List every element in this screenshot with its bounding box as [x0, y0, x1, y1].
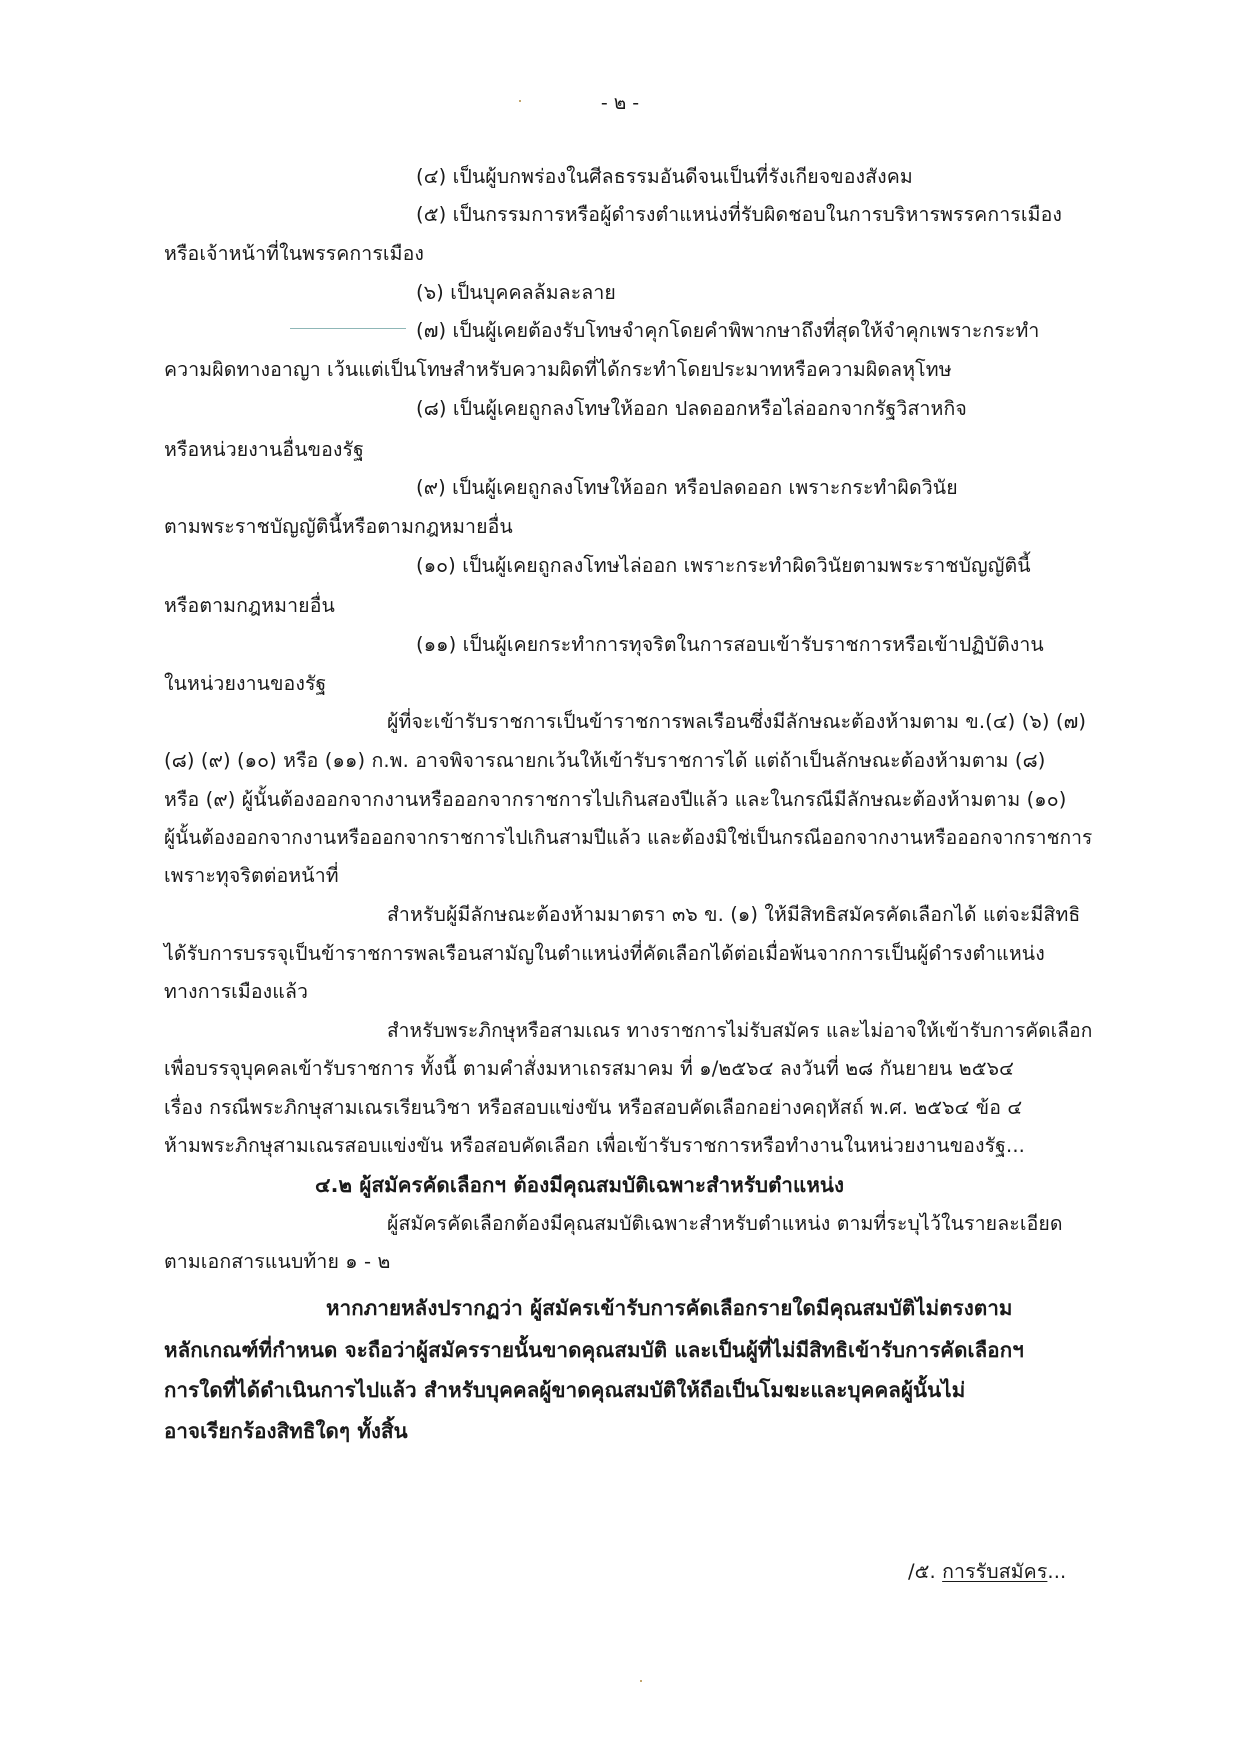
footer-prefix: /๕. — [908, 1560, 943, 1583]
footer-suffix: ... — [1047, 1560, 1067, 1583]
notice-line-3: การใดที่ได้ดำเนินการไปแล้ว สำหรับบุคคลผู้ขาดคุณสมบัติให้ถือเป็นโมฆะและบุคคลผู้นั้นไม่ — [164, 1378, 966, 1402]
clause-10: (๑๐) เป็นผู้เคยถูกลงโทษไล่ออก เพราะกระทำผิดวินัยตามพระราชบัญญัตินี้ — [416, 554, 1031, 577]
exemption-paragraph-line-3: หรือ (๙) ผู้นั้นต้องออกจากงานหรือออกจากราชการไปเกินสองปีแล้ว และในกรณีมีลักษณะต้องห้ามตาม (๑๐) — [164, 788, 1067, 811]
clause-10-continuation: หรือตามกฎหมายอื่น — [164, 594, 335, 617]
clause-7-continuation: ความผิดทางอาญา เว้นแต่เป็นโทษสำหรับความผิดที่ได้กระทำโดยประมาทหรือความผิดลหุโทษ — [164, 358, 952, 381]
notice-line-4: อาจเรียกร้องสิทธิใดๆ ทั้งสิ้น — [164, 1419, 408, 1443]
clause-9-continuation: ตามพระราชบัญญัตินี้หรือตามกฎหมายอื่น — [164, 515, 513, 538]
page-number: - ๒ - — [600, 92, 640, 114]
clause-11: (๑๑) เป็นผู้เคยกระทำการทุจริตในการสอบเข้ารับราชการหรือเข้าปฏิบัติงาน — [416, 633, 1044, 656]
clause-4: (๔) เป็นผู้บกพร่องในศีลธรรมอันดีจนเป็นที่รังเกียจของสังคม — [416, 165, 913, 188]
qualification-line-1: ผู้สมัครคัดเลือกต้องมีคุณสมบัติเฉพาะสำหรับตำแหน่ง ตามที่ระบุไว้ในรายละเอียด — [387, 1212, 1063, 1235]
monk-paragraph-line-1: สำหรับพระภิกษุหรือสามเณร ทางราชการไม่รับสมัคร และไม่อาจให้เข้ารับการคัดเลือก — [387, 1019, 1093, 1042]
scan-speck — [640, 1680, 642, 1682]
qualification-line-2: ตามเอกสารแนบท้าย ๑ - ๒ — [164, 1250, 391, 1273]
political-paragraph-line-2: ได้รับการบรรจุเป็นข้าราชการพลเรือนสามัญในตำแหน่งที่คัดเลือกได้ต่อเมื่อพ้นจากการเป็นผู้ดำรงตำแหน่ง — [164, 942, 1045, 965]
margin-rule — [290, 328, 406, 329]
exemption-paragraph-line-4: ผู้นั้นต้องออกจากงานหรือออกจากราชการไปเกินสามปีแล้ว และต้องมิใช่เป็นกรณีออกจากงานหรือออกจากราชการ — [164, 826, 1093, 849]
notice-line-1: หากภายหลังปรากฏว่า ผู้สมัครเข้ารับการคัดเลือกรายใดมีคุณสมบัติไม่ตรงตาม — [326, 1296, 1013, 1320]
clause-8-continuation: หรือหน่วยงานอื่นของรัฐ — [164, 438, 364, 461]
political-paragraph-line-1: สำหรับผู้มีลักษณะต้องห้ามมาตรา ๓๖ ข. (๑) ให้มีสิทธิสมัครคัดเลือกได้ แต่จะมีสิทธิ — [387, 903, 1081, 926]
clause-6: (๖) เป็นบุคคลล้มละลาย — [416, 281, 616, 304]
clause-8: (๘) เป็นผู้เคยถูกลงโทษให้ออก ปลดออกหรือไล่ออกจากรัฐวิสาหกิจ — [416, 397, 967, 420]
clause-7: (๗) เป็นผู้เคยต้องรับโทษจำคุกโดยคำพิพากษาถึงที่สุดให้จำคุกเพราะกระทำ — [416, 319, 1040, 342]
exemption-paragraph-line-5: เพราะทุจริตต่อหน้าที่ — [164, 864, 339, 887]
political-paragraph-line-3: ทางการเมืองแล้ว — [164, 980, 309, 1003]
clause-5: (๕) เป็นกรรมการหรือผู้ดำรงตำแหน่งที่รับผิดชอบในการบริหารพรรคการเมือง — [416, 203, 1063, 226]
exemption-paragraph-line-2: (๘) (๙) (๑๐) หรือ (๑๑) ก.พ. อาจพิจารณายกเว้นให้เข้ารับราชการได้ แต่ถ้าเป็นลักษณะต้องห้ามตาม (๘) — [164, 749, 1046, 772]
clause-11-continuation: ในหน่วยงานของรัฐ — [164, 672, 327, 695]
monk-paragraph-line-2: เพื่อบรรจุบุคคลเข้ารับราชการ ทั้งนี้ ตามคำสั่งมหาเถรสมาคม ที่ ๑/๒๕๖๔ ลงวันที่ ๒๘ กันยายน ๒๕๖๔ — [164, 1057, 1014, 1080]
section-4-2-heading: ๔.๒ ผู้สมัครคัดเลือกฯ ต้องมีคุณสมบัติเฉพาะสำหรับตำแหน่ง — [315, 1173, 845, 1197]
footer-next-section: การรับสมัคร — [942, 1560, 1048, 1583]
scan-speck — [519, 100, 521, 102]
monk-paragraph-line-4: ห้ามพระภิกษุสามเณรสอบแข่งขัน หรือสอบคัดเลือก เพื่อเข้ารับราชการหรือทำงานในหน่วยงานของรัฐ... — [164, 1134, 1025, 1157]
clause-5-continuation: หรือเจ้าหน้าที่ในพรรคการเมือง — [164, 242, 425, 265]
notice-line-2: หลักเกณฑ์ที่กำหนด จะถือว่าผู้สมัครรายนั้นขาดคุณสมบัติ และเป็นผู้ที่ไม่มีสิทธิเข้ารับการคัดเลือกฯ — [164, 1338, 1024, 1362]
clause-9: (๙) เป็นผู้เคยถูกลงโทษให้ออก หรือปลดออก เพราะกระทำผิดวินัย — [416, 476, 958, 499]
monk-paragraph-line-3: เรื่อง กรณีพระภิกษุสามเณรเรียนวิชา หรือสอบแข่งขัน หรือสอบคัดเลือกอย่างคฤหัสถ์ พ.ศ. ๒๕๖๔ ข้อ ๔ — [164, 1096, 1023, 1119]
exemption-paragraph-line-1: ผู้ที่จะเข้ารับราชการเป็นข้าราชการพลเรือนซึ่งมีลักษณะต้องห้ามตาม ข.(๔) (๖) (๗) — [387, 710, 1087, 733]
next-page-footer — [908, 1558, 1066, 1586]
